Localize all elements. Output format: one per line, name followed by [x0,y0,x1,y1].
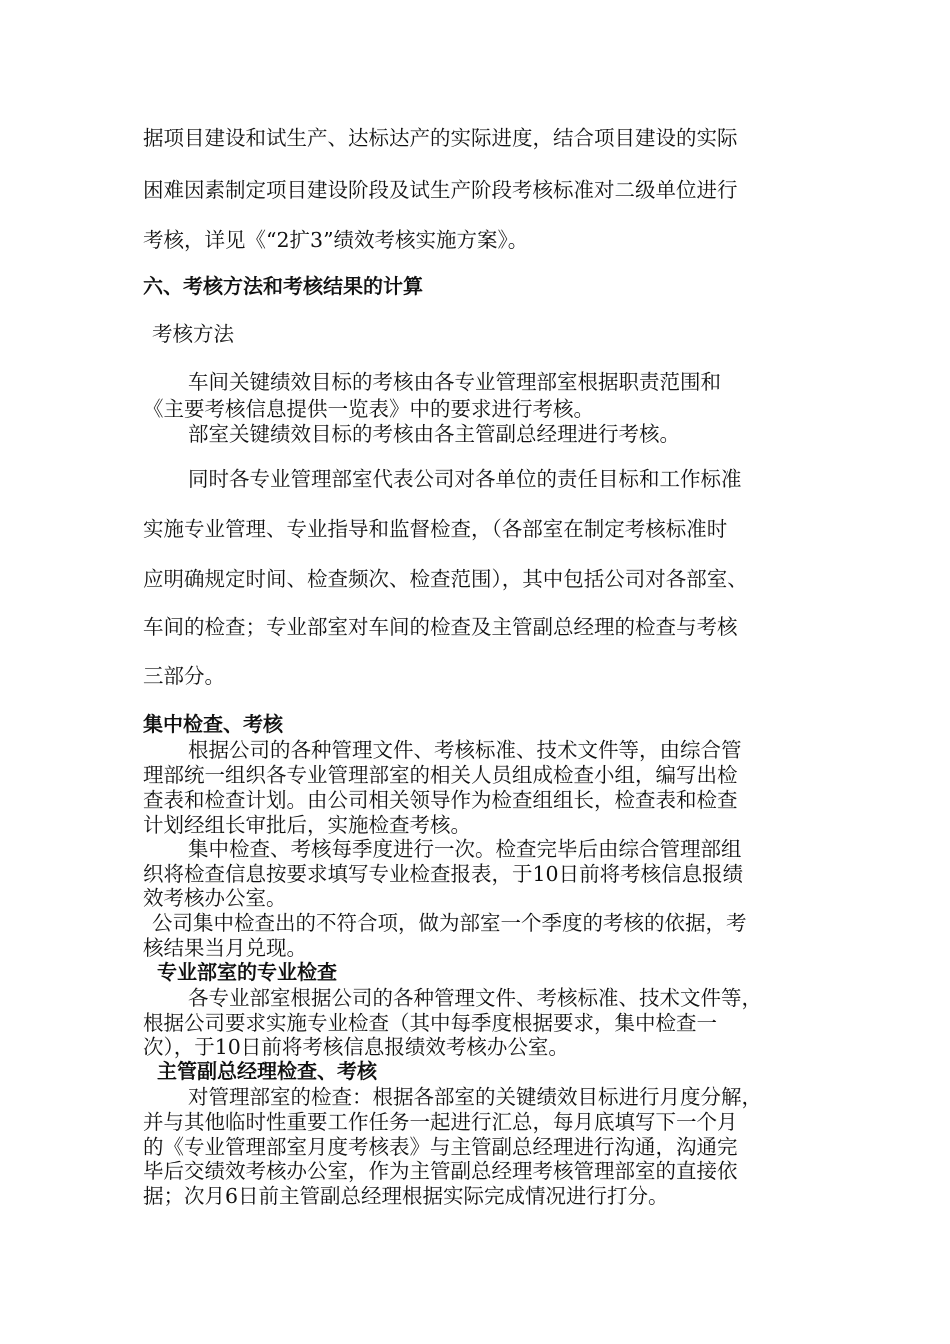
central-line-6: 织将检查信息按要求填写专业检查报表，于10日前将考核信息报绩 [143,862,744,886]
central-line-2: 理部统一组织各专业管理部室的相关人员组成检查小组，编写出检 [143,763,738,787]
intro-line-3: 考核，详见《“2扩3”绩效考核实施方案》。 [143,228,529,252]
vp-line-2: 并与其他临时性重要工作任务一起进行汇总，每月底填写下一个月 [143,1110,738,1134]
intro-line-2: 困难因素制定项目建设阶段及试生产阶段考核标准对二级单位进行 [143,178,738,202]
professional-heading: 专业部室的专业检查 [157,960,337,984]
method-label: 考核方法 [152,322,234,346]
para2-line-2: 实施专业管理、专业指导和监督检查，（各部室在制定考核标准时 [143,517,728,541]
intro-line-1: 据项目建设和试生产、达标达产的实际进度，结合项目建设的实际 [143,126,738,150]
para1-line-2: 《主要考核信息提供一览表》中的要求进行考核。 [143,397,594,421]
vp-line-5: 据；次月6日前主管副总经理根据实际完成情况进行打分。 [143,1184,669,1208]
professional-line-1: 各专业部室根据公司的各种管理文件、考核标准、技术文件等， [188,986,762,1010]
para2-line-4: 车间的检查；专业部室对车间的检查及主管副总经理的检查与考核 [143,615,738,639]
vp-line-1: 对管理部室的检查：根据各部室的关键绩效目标进行月度分解， [188,1085,762,1109]
para2-line-3: 应明确规定时间、检查频次、检查范围），其中包括公司对各部室、 [143,567,748,591]
vp-heading: 主管副总经理检查、考核 [157,1059,377,1083]
vp-line-3: 的《专业管理部室月度考核表》与主管副总经理进行沟通，沟通完 [143,1135,738,1159]
central-line-8: 公司集中检查出的不符合项，做为部室一个季度的考核的依据，考 [152,911,747,935]
para1-line-3: 部室关键绩效目标的考核由各主管副总经理进行考核。 [188,422,680,446]
professional-line-2: 根据公司要求实施专业检查（其中每季度根据要求，集中检查一 [143,1011,717,1035]
section-6-heading: 六、考核方法和考核结果的计算 [143,274,423,298]
central-heading: 集中检查、考核 [143,712,283,736]
central-line-1: 根据公司的各种管理文件、考核标准、技术文件等，由综合管 [188,738,742,762]
para2-line-5: 三部分。 [143,664,225,688]
central-line-4: 计划经组长审批后，实施检查考核。 [143,813,471,837]
central-line-9: 核结果当月兑现。 [143,936,307,960]
para1-line-1: 车间关键绩效目标的考核由各专业管理部室根据职责范围和 [188,370,721,394]
central-line-3: 查表和检查计划。由公司相关领导作为检查组组长，检查表和检查 [143,788,738,812]
central-line-5: 集中检查、考核每季度进行一次。检查完毕后由综合管理部组 [188,837,742,861]
vp-line-4: 毕后交绩效考核办公室，作为主管副总经理考核管理部室的直接依 [143,1159,738,1183]
central-line-7: 效考核办公室。 [143,886,287,910]
professional-line-3: 次），于10日前将考核信息报绩效考核办公室。 [143,1035,569,1059]
para2-line-1: 同时各专业管理部室代表公司对各单位的责任目标和工作标准 [188,467,742,491]
